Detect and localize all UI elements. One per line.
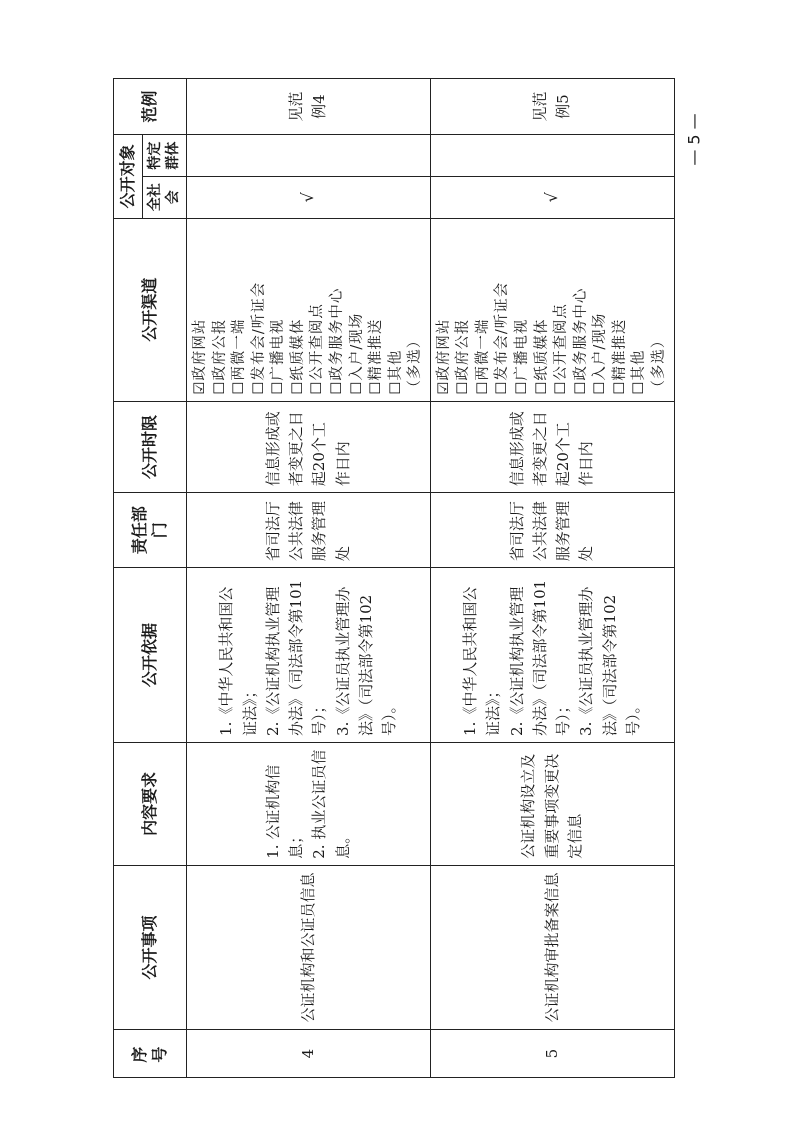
row-dept: 省司法厅公共法律服务管理处	[187, 493, 431, 568]
table-row	[187, 79, 431, 1078]
header-row	[114, 79, 143, 1078]
header-target-all: 全社会	[143, 176, 187, 218]
row-item: 公证机构和公证员信息	[187, 865, 431, 1029]
page-number: — 5 —	[684, 113, 704, 166]
header-target-special: 特定群体	[143, 135, 187, 177]
disclosure-table	[113, 78, 675, 1078]
row-channel: ☑政府网站 ☐政府公报 ☐两微一端 ☐发布会/听证会 ☐广播电视 ☐纸质媒体 ☐公开查阅点 ☐政务服务中心 ☐入户/现场 ☐精准推送 ☐其他 （多选）	[187, 218, 431, 401]
header-target: 公开对象	[114, 135, 143, 218]
header-limit: 公开时限	[114, 401, 187, 493]
row-dept: 省司法厅公共法律服务管理处	[430, 493, 674, 568]
row-basis: 1.《中华人民共和国公证法》； 2.《公证机构执业管理办法》（司法部令第101号）； 3.《公证员执业管理办法》（司法部令第102号）。	[430, 568, 674, 743]
header-example: 范例	[114, 79, 187, 135]
row-item: 公证机构审批备案信息	[430, 865, 674, 1029]
row-seq: 5	[430, 1030, 674, 1078]
row-seq: 4	[187, 1030, 431, 1078]
row-example: 见范例5	[430, 79, 674, 135]
header-item: 公开事项	[114, 865, 187, 1029]
header-dept: 责任部门	[114, 493, 187, 568]
header-seq: 序号	[114, 1030, 187, 1078]
row-example: 见范例4	[187, 79, 431, 135]
row-limit: 信息形成或者变更之日起20个工作日内	[187, 401, 431, 493]
table-row	[430, 79, 674, 1078]
row-basis: 1.《中华人民共和国公证法》； 2.《公证机构执业管理办法》（司法部令第101号）； 3.《公证员执业管理办法》（司法部令第102号）。	[187, 568, 431, 743]
row-limit: 信息形成或者变更之日起20个工作日内	[430, 401, 674, 493]
disclosure-table-sheet	[113, 78, 673, 1078]
row-channel: ☑政府网站 ☐政府公报 ☐两微一端 ☐发布会/听证会 ☐广播电视 ☐纸质媒体 ☐公开查阅点 ☐政务服务中心 ☐入户/现场 ☐精准推送 ☐其他 （多选）	[430, 218, 674, 401]
row-target-all-check: √	[187, 176, 431, 218]
header-basis: 公开依据	[114, 568, 187, 743]
header-channel: 公开渠道	[114, 218, 187, 401]
row-content: 1. 公证机构信息； 2. 执业公证员信息。	[187, 742, 431, 865]
row-content: 公证机构设立及重要事项变更决定信息	[430, 742, 674, 865]
header-content: 内容要求	[114, 742, 187, 865]
row-target-special	[187, 135, 431, 177]
row-target-all-check: √	[430, 176, 674, 218]
row-target-special	[430, 135, 674, 177]
